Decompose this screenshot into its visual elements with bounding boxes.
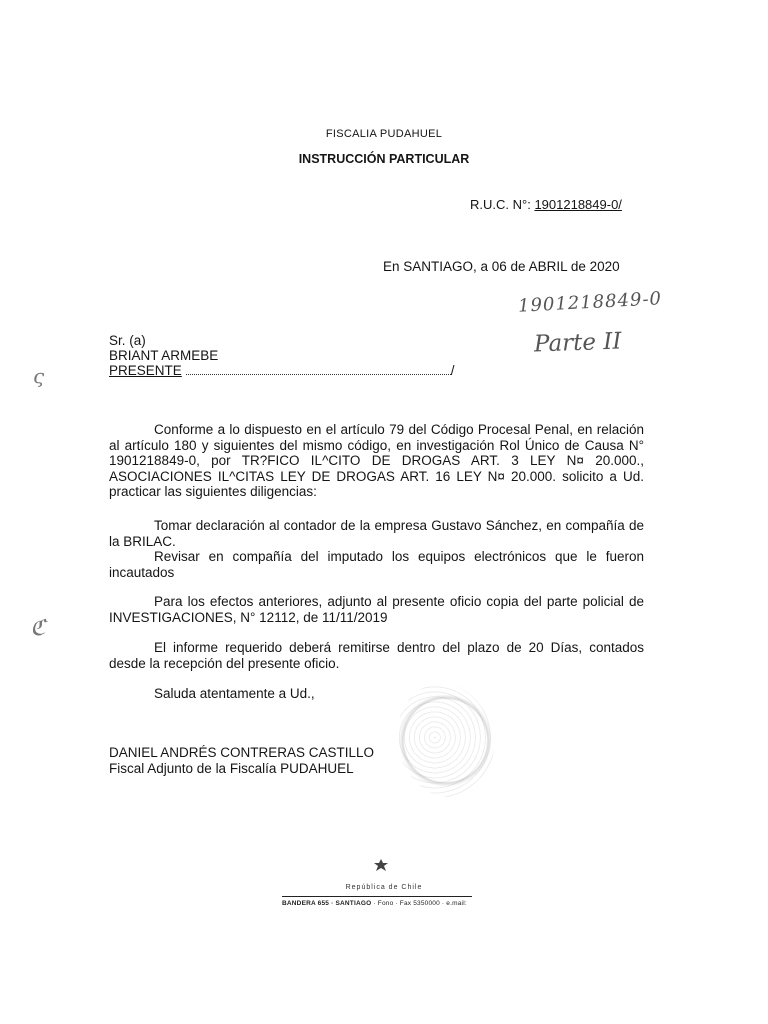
diligencia-2: Revisar en compañía del imputado los equipos electrónicos que le fueron incautados [109,549,644,580]
ruc-line [470,197,622,212]
recipient-salutation: Sr. (a) [109,333,146,348]
signer-block [109,745,374,776]
signer-name: DANIEL ANDRÉS CONTRERAS CASTILLO [109,745,375,760]
recipient-presente [109,363,455,378]
footer-address-contact: · Fono · Fax 5350000 · e.mail: [371,900,467,907]
diligencia-1: Tomar declaración al contador de la empresa Gustavo Sánchez, en compañía de la BRILAC. [109,518,644,549]
handwritten-case-number: 1901218849-0 [517,288,663,317]
footer-divider [282,896,472,897]
footer-country: República de Chile [345,884,423,891]
date-line: En SANTIAGO, a 06 de ABRIL de 2020 [383,259,620,274]
presente-slash: / [450,363,455,378]
ruc-label: R.U.C. N°: [470,197,531,212]
body-paragraph-3: El informe requerido deberá remitirse dentro del plazo de 20 Días, contados desde la recepción del presente oficio. [109,640,644,671]
ruc-number: 1901218849-0/ [534,197,622,212]
footer-address [282,900,467,907]
coat-of-arms-icon [374,859,388,871]
body-paragraph-2: Para los efectos anteriores, adjunto al presente oficio copia del parte policial de INVESTIGACIONES, N° 12112, de 11/11/2019 [109,594,644,625]
closing-line: Saluda atentamente a Ud., [154,686,315,701]
document-title: INSTRUCCIÓN PARTICULAR [298,152,470,166]
institution-name: FISCALIA PUDAHUEL [325,128,443,140]
handwritten-note: Parte II [533,328,622,358]
footer-address-street: BANDERA 655 · SANTIAGO [282,900,372,907]
presente-underline [186,363,451,375]
margin-mark-icon: ς [33,364,45,388]
margin-mark-icon: ℭ [30,616,46,641]
body-paragraph-1: Conforme a lo dispuesto en el artículo 79 del Código Procesal Penal, en relación al artículo 180 y siguientes del mismo código, en investigación Rol Único de Causa N° 1901218849-0, por TR?FICO IL^CITO DE DROGAS ART. 3 LEY N¤ 20.000., ASOCIACIONES IL^CITAS LEY DE DROGAS ART. 16 LEY N¤ 20.000. solicito a Ud. practicar las siguientes diligencias: [109,422,644,499]
signer-role: Fiscal Adjunto de la Fiscalía PUDAHUEL [109,760,354,776]
recipient-name: BRIANT ARMEBE [109,348,219,363]
presente-label: PRESENTE [109,363,182,378]
